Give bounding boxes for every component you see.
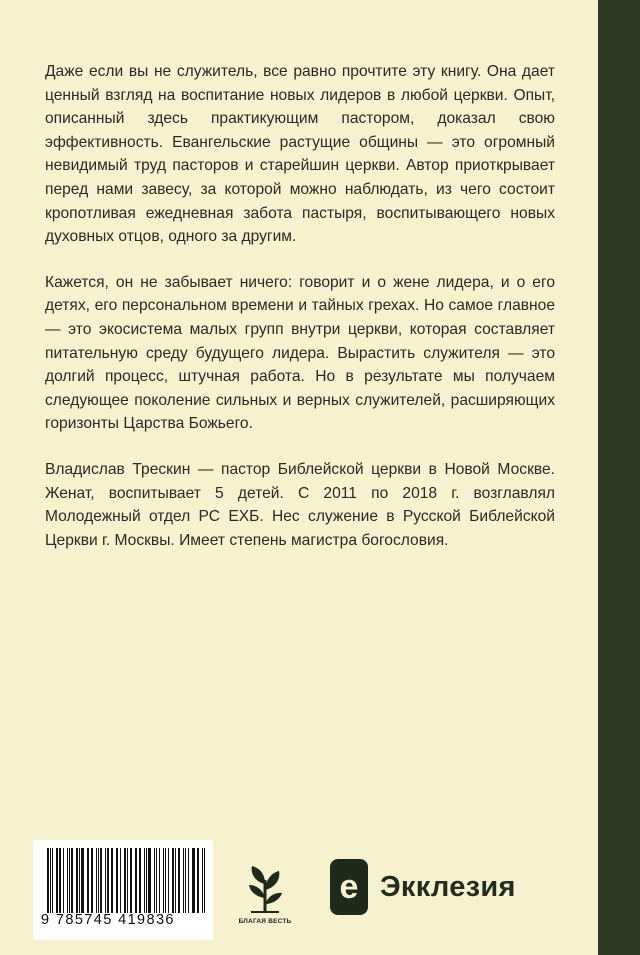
barcode-bar <box>98 848 99 913</box>
sprout-leaves-icon <box>236 860 294 916</box>
barcode-bar <box>56 848 58 913</box>
publisher-logo <box>236 860 294 940</box>
barcode-bar <box>96 848 97 913</box>
barcode-bar <box>192 848 193 913</box>
barcode-bar <box>69 848 70 913</box>
barcode-bar <box>107 848 109 913</box>
barcode-bar <box>188 848 189 913</box>
barcode-bar <box>193 848 195 913</box>
ekklesia-brand-name: Экклезия <box>380 870 516 903</box>
barcode-bar <box>63 848 64 913</box>
barcode-bar <box>88 848 89 913</box>
publisher-name: БЛАГАЯ ВЕСТЬ <box>238 918 292 925</box>
barcode-bar <box>71 848 73 913</box>
barcode-bar <box>52 848 53 913</box>
barcode-bar <box>67 848 68 913</box>
barcode-bar <box>136 848 137 913</box>
barcode-bar <box>127 848 128 913</box>
barcode-bar <box>165 848 166 913</box>
book-spine <box>598 0 640 955</box>
barcode-bars <box>47 848 207 913</box>
barcode-bar <box>47 848 49 913</box>
barcode-bar <box>202 848 203 913</box>
barcode-bar <box>120 848 121 913</box>
paragraph-content: Кажется, он не забывает ничего: говорит и о жене лидера, и о его детях, его персональном времени и тайных грехах. Но самое главное — это экосистема малых групп внутри церкви, которая составляет питательную среду будущего лидера. Вырастить служителя — это долгий процесс, штучная работа. Но в результате мы получаем следующее поколение сильных и верных служителей, расширяющих горизонты Царства Божьего. <box>45 273 555 433</box>
paragraph-author-bio: Владислав Трескин — пастор Библейской церкви в Новой Москве. Женат, воспитывает 5 детей. С 2011 по 2018 г. возглавлял Молодежный отдел РС ЕХБ. Нес служение в Русской Библейской Церкви г. Москвы. Имеет степень магистра богословия. <box>45 460 555 549</box>
ekklesia-brand <box>330 857 516 917</box>
barcode-bar <box>50 848 51 913</box>
back-cover-text <box>45 60 555 574</box>
barcode-bar <box>144 848 145 913</box>
barcode-bar <box>81 848 83 913</box>
barcode-bar <box>159 848 160 913</box>
barcode-bar <box>59 848 61 913</box>
barcode-bar <box>87 848 88 913</box>
barcode-bar <box>197 848 199 913</box>
isbn-barcode <box>33 840 213 940</box>
barcode-bar <box>204 848 205 913</box>
ekklesia-logo-letter: e <box>339 868 359 906</box>
barcode-bar <box>175 848 176 913</box>
barcode-bar <box>163 848 165 913</box>
barcode-bar <box>111 848 113 913</box>
barcode-bar <box>154 848 156 913</box>
ekklesia-logo-icon <box>330 859 368 915</box>
barcode-bar <box>105 848 106 913</box>
paragraph-review: Даже если вы не служитель, все равно прочтите эту книгу. Она дает ценный взгляд на воспитание новых лидеров в любой церкви. Опыт, описанный здесь практикующим пастором, доказал свою эффективность. Евангельские растущие общины — это огромный невидимый труд пасторов и старейшин церкви. Автор приоткрывает перед нами завесу, за которой можно наблюдать, из чего состоит кропотливая ежедневная забота пастыря, воспитывающего новых духовных отцов, одного за другим. <box>45 63 555 246</box>
barcode-bar <box>76 848 78 913</box>
isbn-number: 9 785745 419836 <box>41 912 175 928</box>
barcode-bar <box>148 848 150 913</box>
barcode-bar <box>117 848 118 913</box>
barcode-bar <box>146 848 147 913</box>
barcode-bar <box>124 848 126 913</box>
barcode-bar <box>172 848 174 913</box>
barcode-bar <box>185 848 186 913</box>
barcode-bar <box>135 848 136 913</box>
barcode-bar <box>183 848 185 913</box>
barcode-bar <box>178 848 180 913</box>
barcode-bar <box>100 848 102 913</box>
barcode-bar <box>139 848 141 913</box>
barcode-bar <box>91 848 93 913</box>
barcode-bar <box>79 848 80 913</box>
barcode-bar <box>168 848 169 913</box>
barcode-bar <box>156 848 157 913</box>
barcode-bar <box>130 848 132 913</box>
barcode-bar <box>116 848 117 913</box>
